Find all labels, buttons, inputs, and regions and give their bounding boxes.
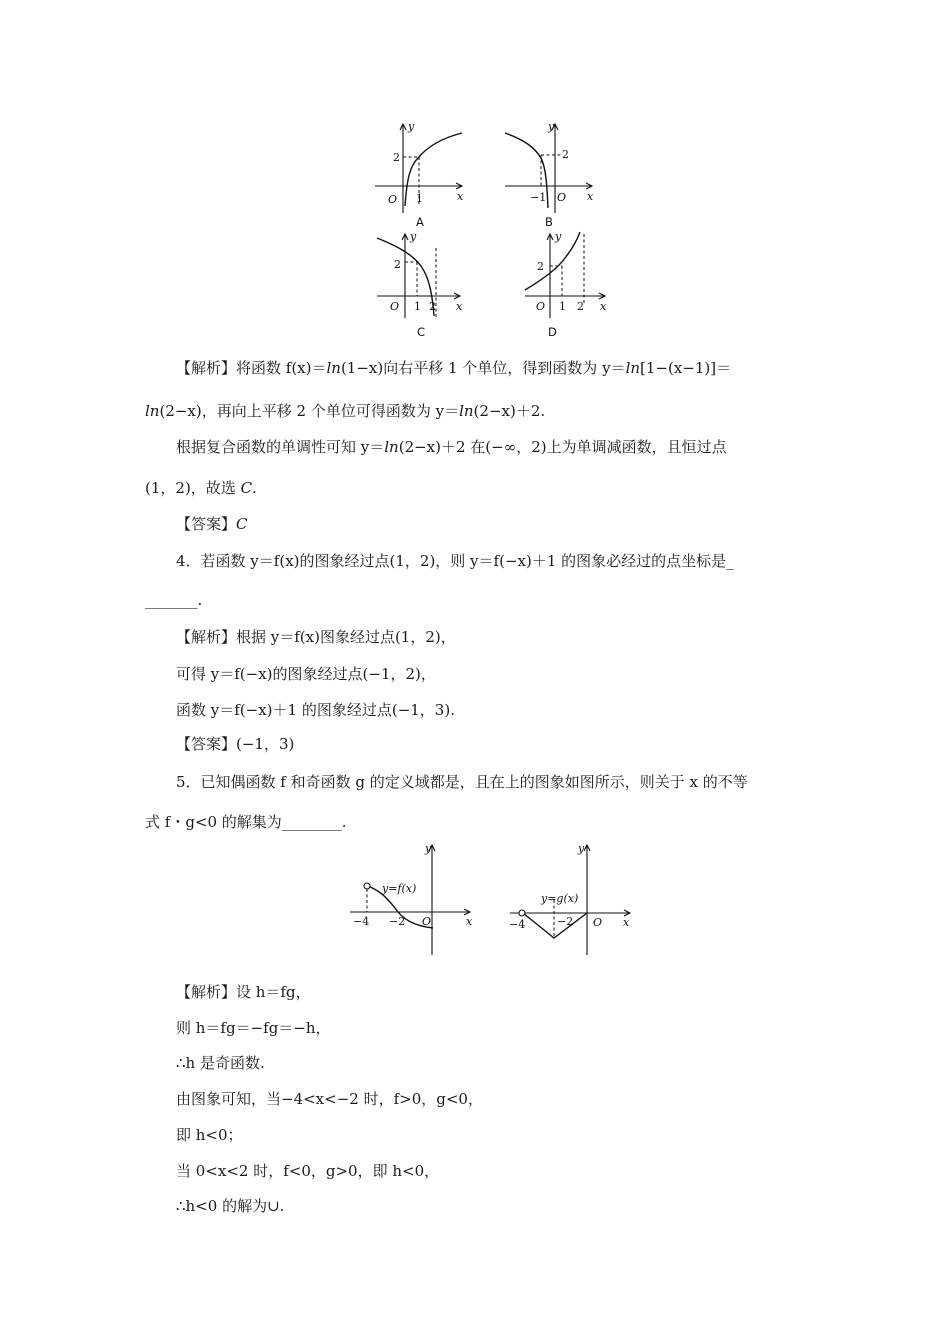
option-caption: D: [548, 325, 557, 339]
q3-analysis-line2-b: (2−x)＋2.: [473, 402, 546, 420]
q3-analysis-line1-c: [1−(x−1)]＝: [640, 359, 732, 377]
q5-analysis-line7: ∴h<0 的解为∪.: [176, 1197, 285, 1215]
x-axis-label: x: [456, 300, 463, 313]
option-caption: A: [416, 215, 424, 229]
ln-symbol: ln: [459, 402, 474, 420]
ln-symbol: ln: [326, 359, 341, 377]
xtick2-label: 2: [577, 300, 584, 313]
y-axis-label: y: [548, 120, 555, 133]
graph-option-a: [370, 118, 470, 233]
graph-f: [345, 840, 480, 960]
origin-label: O: [536, 300, 546, 313]
origin-label: O: [593, 916, 603, 929]
ytick-label: 2: [394, 258, 401, 271]
q4-stem-line1: 4．若函数 y＝f(x)的图象经过点(1，2)，则 y＝f(−x)＋1 的图象必经过的点坐标是_: [176, 552, 734, 570]
xtick-label: 1: [414, 300, 421, 313]
q4-stem-line2: _______.: [145, 591, 203, 609]
option-caption: B: [545, 215, 553, 229]
origin-label: O: [422, 915, 432, 928]
xtick-label: −4: [509, 918, 526, 931]
q3-analysis-line2: [145, 401, 545, 421]
ln-symbol: ln: [145, 402, 160, 420]
q3-analysis-line3-b: (2−x)＋2 在(−∞，2)上为单调减函数，且恒过点: [398, 438, 727, 456]
ln-symbol: ln: [384, 438, 399, 456]
origin-label: O: [388, 193, 398, 206]
ytick-label: 2: [562, 148, 569, 161]
q5-analysis-line3: ∴h 是奇函数.: [176, 1054, 265, 1072]
x-axis-label: x: [587, 190, 594, 203]
q3-answer-value: C: [236, 515, 248, 533]
curve-label: y=g(x): [541, 892, 579, 905]
q3-analysis-line1-a: 【解析】将函数 f(x)＝: [176, 359, 327, 377]
xtick-label: −2: [557, 915, 574, 928]
xtick-label: −2: [389, 915, 406, 928]
ln-symbol: ln: [625, 359, 641, 377]
origin-label: O: [390, 300, 400, 313]
x-axis-label: x: [600, 300, 607, 313]
q4-analysis-line2: 可得 y＝f(−x)的图象经过点(−1，2)，: [176, 665, 436, 683]
q3-analysis-line4-b: .: [252, 479, 257, 497]
q3-analysis-line4: [145, 478, 257, 498]
graph-option-b: [500, 118, 600, 233]
q5-analysis-line6: 当 0<x<2 时，f<0，g>0，即 h<0，: [176, 1162, 440, 1180]
graph-g: [505, 840, 640, 960]
xtick-label: −1: [530, 191, 547, 204]
q4-analysis-line3: 函数 y＝f(−x)＋1 的图象经过点(−1，3).: [176, 701, 455, 719]
q3-analysis-line2-a: (2−x)，再向上平移 2 个单位可得函数为 y＝: [159, 402, 460, 420]
graph-option-c: [372, 228, 472, 343]
q5-stem-line2: 式 f・g<0 的解集为________.: [145, 813, 347, 831]
x-axis-label: x: [466, 915, 473, 928]
q5-analysis-line2: 则 h＝fg＝−fg＝−h，: [176, 1019, 331, 1037]
ytick-label: 2: [537, 260, 544, 273]
xtick-label: 1: [416, 192, 423, 205]
y-axis-label: y: [578, 842, 585, 855]
xtick-label: −4: [353, 915, 370, 928]
q3-analysis-line1-b: (1−x)向右平移 1 个单位，得到函数为 y＝: [340, 359, 626, 377]
curve-label: y=f(x): [382, 882, 417, 895]
y-axis-label: y: [555, 230, 562, 243]
q3-analysis-line3: [176, 437, 727, 457]
q4-answer: 【答案】(−1，3): [176, 735, 295, 753]
origin-label: O: [557, 191, 567, 204]
q4-analysis-line1: 【解析】根据 y＝f(x)图象经过点(1，2)，: [176, 628, 456, 646]
q3-analysis-line3-a: 根据复合函数的单调性可知 y＝: [176, 438, 385, 456]
y-axis-label: y: [410, 230, 417, 243]
option-caption: C: [417, 325, 426, 339]
xtick-label: 1: [559, 300, 566, 313]
q3-analysis-line1: [176, 358, 731, 378]
q3-answer-prefix: 【答案】: [176, 515, 237, 533]
x-axis-label: x: [457, 190, 464, 203]
q5-analysis-line4: 由图象可知，当−4<x<−2 时，f>0，g<0，: [176, 1090, 483, 1108]
q3-answer: [176, 514, 248, 534]
xtick2-label: 2: [429, 300, 436, 313]
x-axis-label: x: [623, 916, 630, 929]
q5-analysis-line5: 即 h<0；: [176, 1126, 243, 1144]
y-axis-label: y: [408, 120, 415, 133]
q5-analysis-line1: 【解析】设 h＝fg，: [176, 983, 311, 1001]
q3-analysis-line4-a: (1，2)，故选: [145, 479, 241, 497]
y-axis-label: y: [425, 842, 432, 855]
q3-choice: C: [240, 479, 253, 497]
ytick-label: 2: [393, 151, 400, 164]
graph-option-d: [520, 228, 620, 343]
q5-stem-line1: 5．已知偶函数 f 和奇函数 g 的定义域都是，且在上的图象如图所示，则关于 x 的不等: [176, 773, 748, 791]
